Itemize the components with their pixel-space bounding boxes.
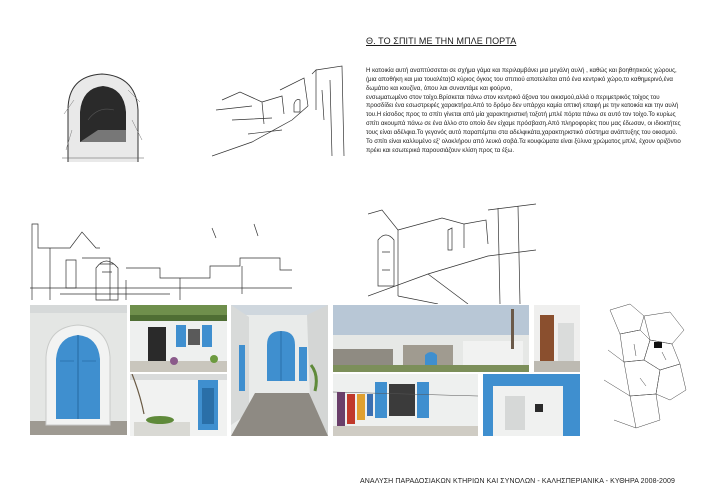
paragraph-2: ενσωματωμένο στον τοίχο.Βρίσκεται πάνω στον κεντρικό άξονα του οικισμού,αλλά ο περιμετρικός τοίχος του προσδίδει ένα εσωστρεφές χαρακτήρα.Από το δρόμο δεν υπάρχει καμία οπτική επαφή με την κατοικία και την αυλή του.Η είσοδος προς το σπίτι γίνεται από μία χαρακτηριστική τοξοτή μπλέ πόρτα πάνω σε αυτό τον τοίχο.Το κυρίως σπίτι ακουμπά πάνω σε ένα άλλο στο οποίο δεν είχαμε πρόσβαση.Από πληροφορίες που μας έδωσαν, οι ιδιοκτήτες τους είναι αδέλφια.Το γεγονός αυτό παραπέμπει στα αδελφικάτα,χαρακτηριστικό σύστημα ανάπτυξης του οικισμού. [366, 93, 681, 136]
sketch-courtyard [368, 200, 536, 304]
footer-caption: ΑΝΑΛΥΣΗ ΠΑΡΑΔΟΣΙΑΚΩΝ ΚΤΗΡΙΩΝ ΚΑΙ ΣΥΝΟΛΩΝ - ΚΑΛΗΣΠΕΡΙΑΝΙΚΑ - ΚΥΘΗΡΑ 2008-2009 [360, 478, 676, 485]
site-plan-map [600, 300, 690, 440]
paragraph-1: Η κατοικία αυτή αναπτύσσεται σε σχήμα γάμα και περιλαμβάνει μια μεγάλη αυλή , καθώς και βοηθητικούς χώρους,(μια αποθήκη και μια τουαλέτα)Ο κύριος όγκος του σπιτιού αποτελείται από ένα κεντρικό χώρο,το καθημερινό,ένα δωμάτιο και κουζίνα, όπου λαι συναντάμε και φούρνο, [366, 67, 677, 92]
page-title: Θ. ΤΟ ΣΠΙΤΙ ΜΕ ΤΗΝ ΜΠΛΕ ΠΟΡΤΑ [366, 36, 517, 46]
sketch-arched-niche [58, 70, 150, 162]
photo-side-doorway [534, 305, 580, 372]
description-text [366, 67, 684, 155]
photo-village-panorama [333, 305, 529, 372]
sketch-elevation [30, 218, 294, 302]
photo-laundry-window [333, 374, 478, 436]
photo-courtyard-shutters [130, 305, 227, 372]
photo-blue-arched-door [30, 305, 127, 435]
photo-small-blue-door [130, 374, 227, 436]
paragraph-3: Το σπίτι είναι καλλυμένο εξ' ολοκλήρου από λευκό σοβά.Τα κουφώματα είναι ξύλινα χρώματος μπλέ, έχουν οριζόντιο πρέκι και εσωτερικά παρουσιάζουν κλίση προς τα έξω. [366, 137, 681, 154]
photo-courtyard-blue-door [231, 305, 328, 436]
sketch-street-perspective [212, 60, 358, 162]
photo-blue-frame-opening [483, 374, 580, 436]
